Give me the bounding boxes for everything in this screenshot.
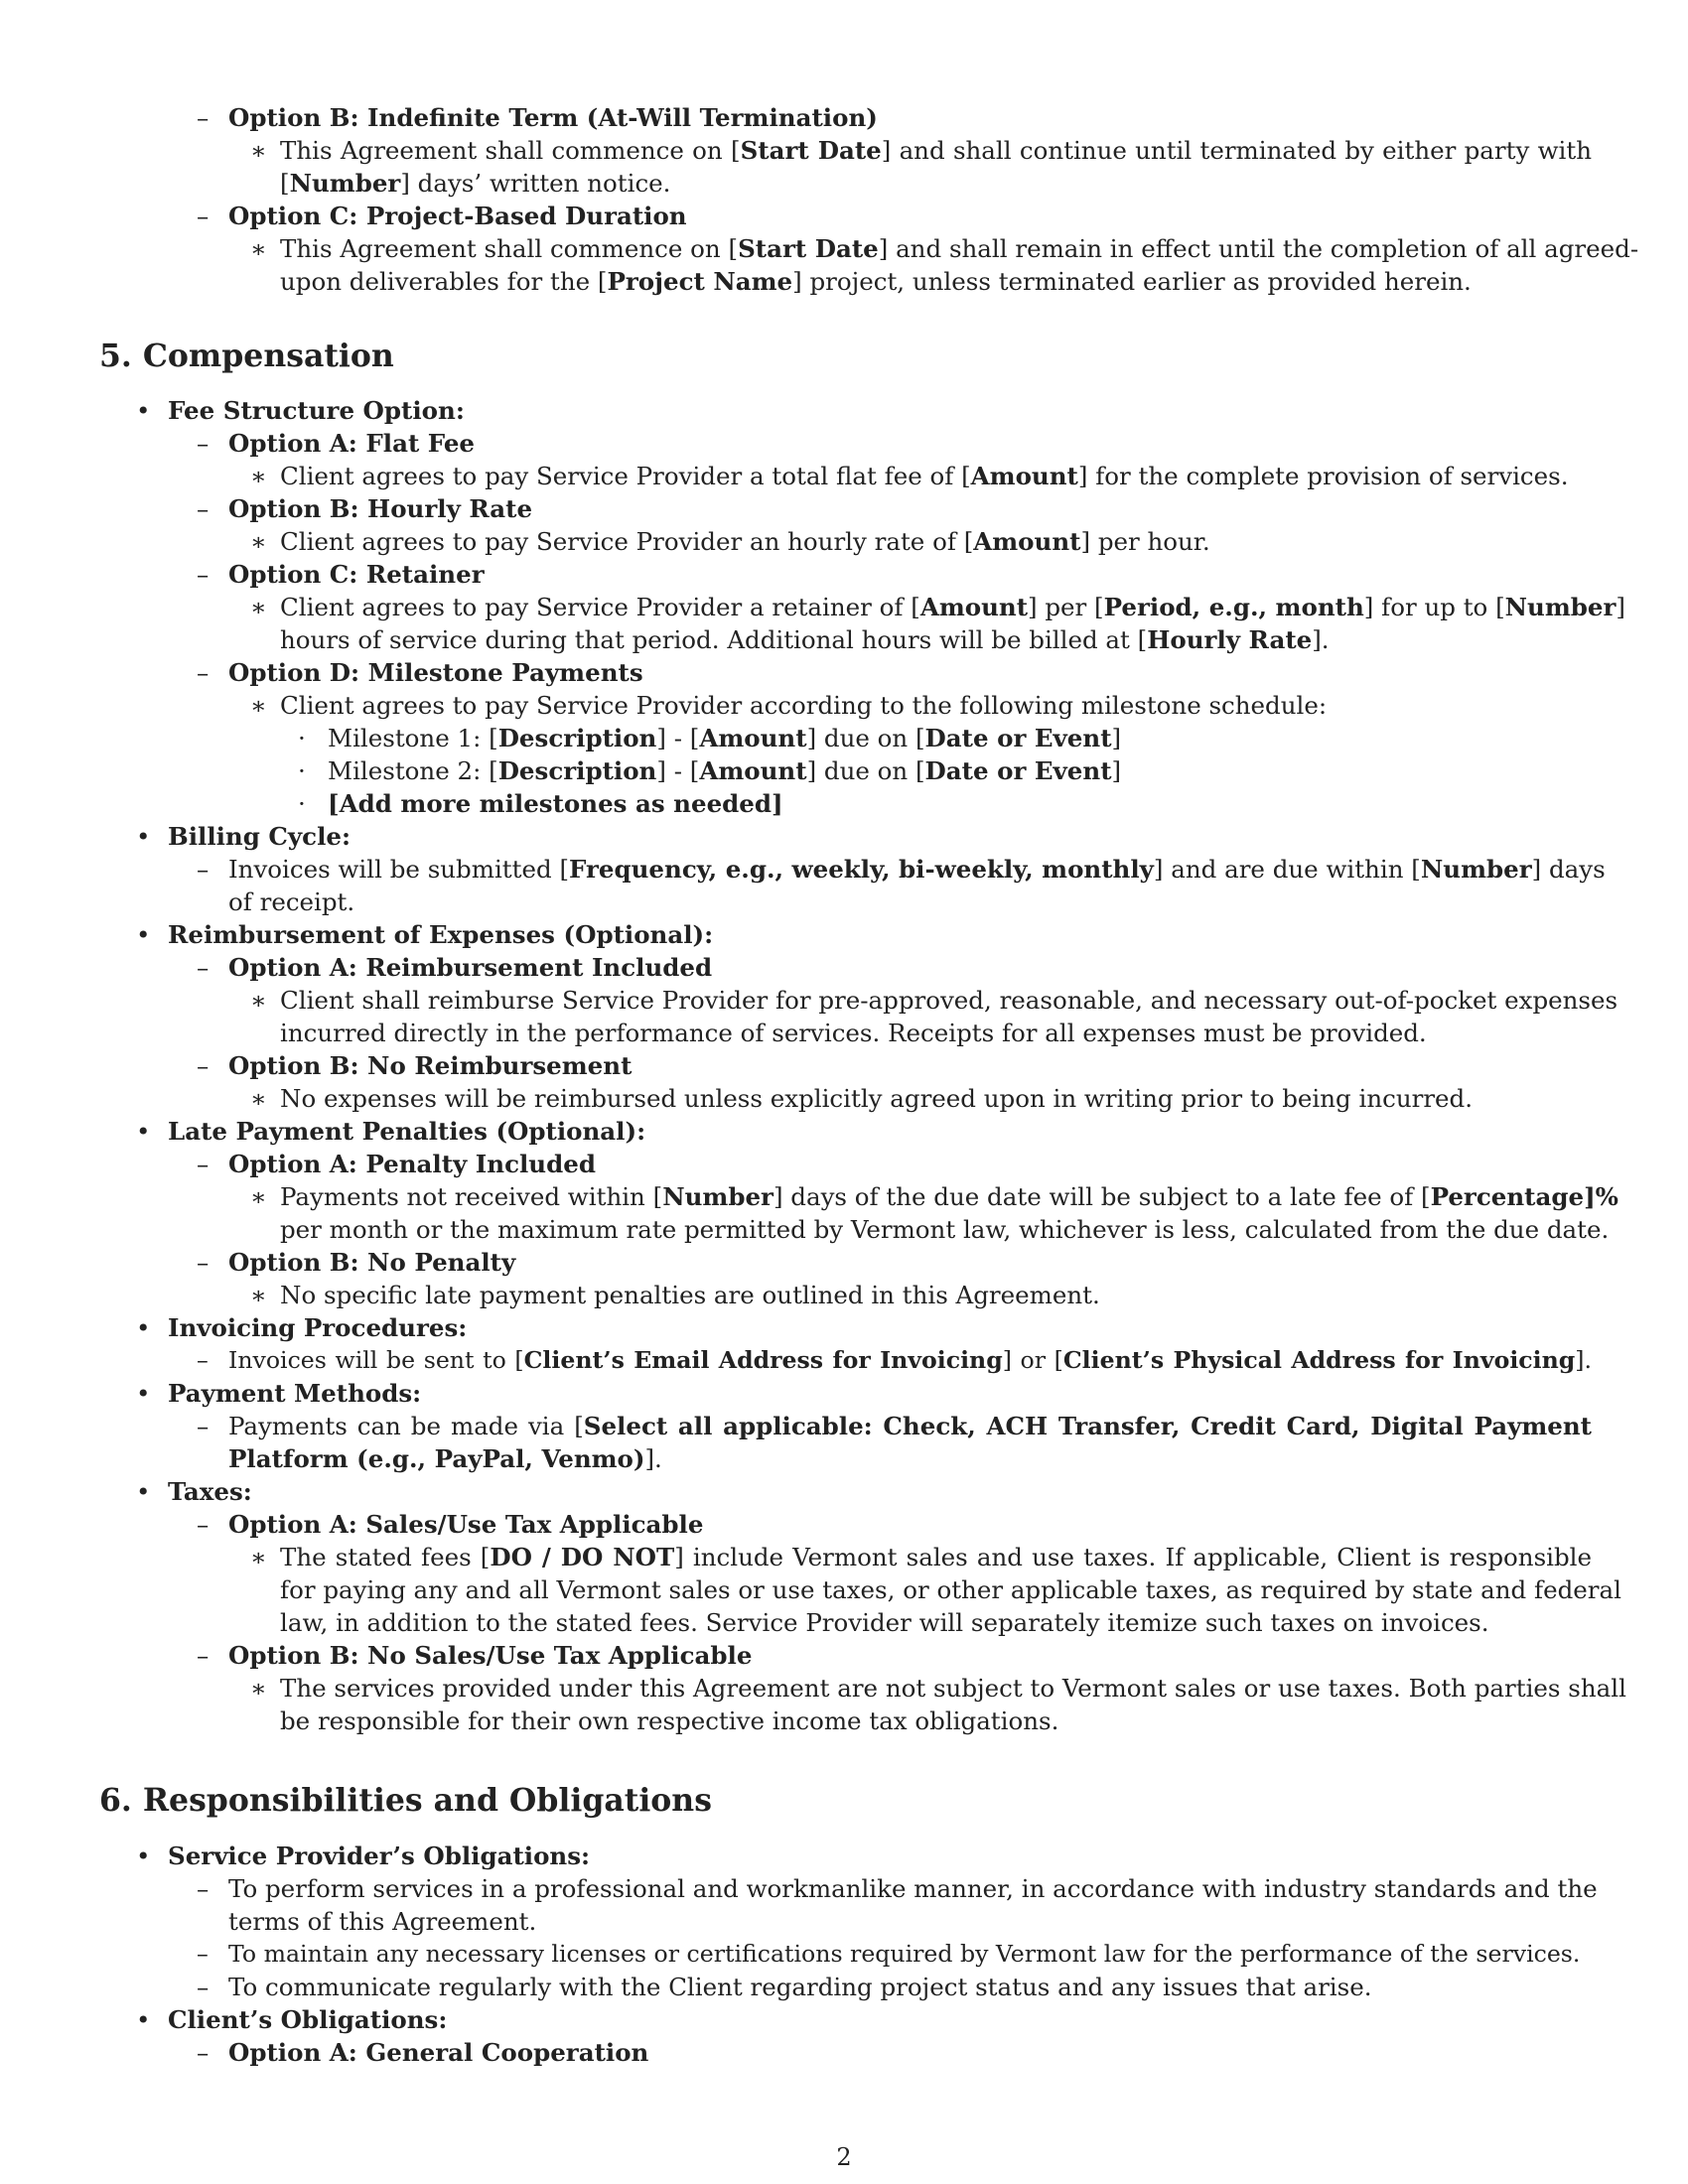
late-payment-option-a-text: ∗ Payments not received within [Number] days of the due date will be subject to a late fee of [Percentage]% (250, 1182, 1618, 1211)
bullet-marker: • (136, 396, 151, 425)
term-option-b-text: ∗ This Agreement shall commence on [Start Date] and shall continue until terminated by either party with (250, 136, 1592, 165)
reimbursement-item: • Reimbursement of Expenses (Optional): (136, 920, 714, 949)
term-option-c-text: ∗ This Agreement shall commence on [Start Date] and shall remain in effect until the completion of all agreed- (250, 234, 1639, 263)
invoicing-text: – Invoices will be sent to [Client’s Email Address for Invoicing] or [Client’s Physical Address for Invoicing]. (197, 1346, 1592, 1374)
sp-obligation-2: – To maintain any necessary licenses or certifications required by Vermont law for the performance of the services. (197, 1940, 1581, 1968)
service-provider-obligations-item: • Service Provider’s Obligations: (136, 1842, 591, 1870)
section-heading-responsibilities: 6. Responsibilities and Obligations (99, 1782, 712, 1819)
tax-option-a-text-cont-2: law, in addition to the stated fees. Service Provider will separately itemize such taxes on invoices. (280, 1608, 1489, 1637)
late-payment-option-b-text: ∗ No specific late payment penalties are outlined in this Agreement. (250, 1281, 1100, 1309)
fee-option-d-text: ∗ Client agrees to pay Service Provider according to the following milestone schedule: (250, 691, 1328, 720)
reimbursement-option-b-text: ∗ No expenses will be reimbursed unless explicitly agreed upon in writing prior to being incurred. (250, 1084, 1474, 1113)
fee-option-b-text: ∗ Client agrees to pay Service Provider an hourly rate of [Amount] per hour. (250, 527, 1210, 556)
payment-methods-item: • Payment Methods: (136, 1379, 422, 1408)
term-option-c-text-cont: upon deliverables for the [Project Name] project, unless terminated earlier as provided herein. (280, 267, 1472, 296)
term-option-c (0, 200, 1688, 232)
tax-option-b-text-cont: be responsible for their own respective income tax obligations. (280, 1706, 1059, 1735)
reimbursement-option-a: – Option A: Reimbursement Included (197, 953, 713, 982)
taxes-item: • Taxes: (136, 1477, 252, 1506)
fee-option-c-text: ∗ Client agrees to pay Service Provider a retainer of [Amount] per [Period, e.g., month] for up to [Number] (250, 593, 1625, 621)
invoicing-item: • Invoicing Procedures: (136, 1313, 468, 1342)
dash-marker: – (197, 103, 210, 132)
dash-marker: – (197, 202, 210, 230)
billing-cycle-text: – Invoices will be submitted [Frequency, e.g., weekly, bi-weekly, monthly] and are due within [Number] days (197, 855, 1606, 884)
payment-methods-text: – Payments can be made via [Select all applicable: Check, ACH Transfer, Credit Card, Digital Payment (197, 1412, 1593, 1440)
reimbursement-option-a-text: ∗ Client shall reimburse Service Provider for pre-approved, reasonable, and necessary out-of-pocket expenses (250, 986, 1618, 1015)
milestone-more: · [Add more milestones as needed] (298, 789, 783, 818)
sp-obligation-3: – To communicate regularly with the Client regarding project status and any issues that arise. (197, 1973, 1372, 2001)
milestone-2: · Milestone 2: [Description] - [Amount] due on [Date or Event] (298, 756, 1122, 785)
reimbursement-option-a-text-cont: incurred directly in the performance of services. Receipts for all expenses must be provided. (280, 1019, 1427, 1047)
tax-option-a-text: ∗ The stated fees [DO / DO NOT] include Vermont sales and use taxes. If applicable, Client is responsible (250, 1543, 1593, 1571)
fee-structure-item: • Fee Structure Option: (136, 396, 465, 425)
payment-methods-text-cont: Platform (e.g., PayPal, Venmo)]. (228, 1444, 662, 1473)
tax-option-b-text: ∗ The services provided under this Agreement are not subject to Vermont sales or use taxes. Both parties shall (250, 1674, 1626, 1703)
star-marker: ∗ (250, 234, 267, 263)
fee-option-a-text: ∗ Client agrees to pay Service Provider a total flat fee of [Amount] for the complete provision of services. (250, 462, 1569, 490)
billing-cycle-item: • Billing Cycle: (136, 822, 352, 851)
late-payment-option-a: – Option A: Penalty Included (197, 1150, 596, 1178)
tax-option-a-text-cont-1: for paying any and all Vermont sales or use taxes, or other applicable taxes, as required by state and federal (280, 1575, 1621, 1604)
section-heading-compensation: 5. Compensation (99, 338, 394, 374)
late-payment-option-b: – Option B: No Penalty (197, 1248, 516, 1277)
client-option-a: – Option A: General Cooperation (197, 2038, 649, 2067)
late-payment-item: • Late Payment Penalties (Optional): (136, 1117, 646, 1146)
term-option-c-title: Option C: Project-Based Duration (228, 202, 687, 230)
term-option-b-title: Option B: Indefinite Term (At-Will Termination) (228, 103, 878, 132)
billing-cycle-text-cont: of receipt. (228, 887, 355, 916)
milestone-1: · Milestone 1: [Description] - [Amount] due on [Date or Event] (298, 724, 1122, 752)
sp-obligation-1: – To perform services in a professional and workmanlike manner, in accordance with industry standards and the (197, 1874, 1598, 1903)
page-number: 2 (836, 2143, 852, 2171)
term-option-b-text-cont: [Number] days’ written notice. (280, 169, 671, 198)
fee-option-c-text-cont: hours of service during that period. Additional hours will be billed at [Hourly Rate]. (280, 625, 1330, 654)
fee-option-b: – Option B: Hourly Rate (197, 494, 533, 523)
tax-option-a: – Option A: Sales/Use Tax Applicable (197, 1510, 704, 1539)
reimbursement-option-b: – Option B: No Reimbursement (197, 1051, 633, 1080)
fee-option-d: – Option D: Milestone Payments (197, 658, 643, 687)
tax-option-b: – Option B: No Sales/Use Tax Applicable (197, 1641, 753, 1670)
term-option-b (0, 101, 1688, 134)
late-payment-option-a-text-cont: per month or the maximum rate permitted by Vermont law, whichever is less, calculated from the due date. (280, 1215, 1610, 1244)
client-obligations-item: • Client’s Obligations: (136, 2005, 448, 2034)
star-marker: ∗ (250, 136, 267, 165)
fee-option-a: – Option A: Flat Fee (197, 429, 476, 458)
fee-option-c: – Option C: Retainer (197, 560, 485, 589)
sp-obligation-1-cont: terms of this Agreement. (228, 1907, 537, 1936)
